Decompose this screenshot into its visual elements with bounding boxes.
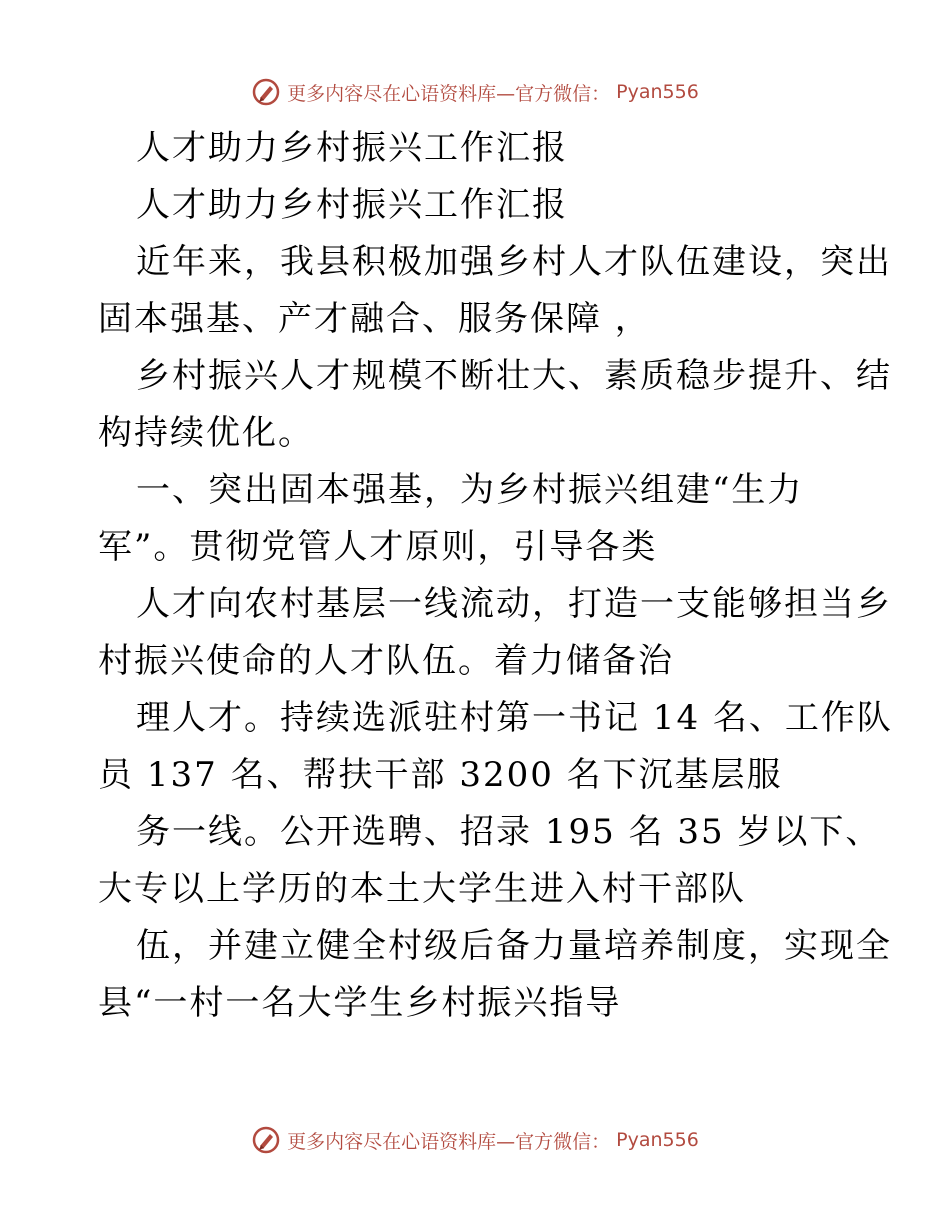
document-line: 近年来，我县积极加强乡村人才队伍建设，突出: [136, 242, 892, 282]
document-line: 大专以上学历的本土大学生进入村干部队: [98, 869, 746, 909]
document-line: 伍，并建立健全村级后备力量培养制度，实现全: [136, 926, 892, 966]
document-line: 理人才。持续选派驻村第一书记 14 名、工作队: [136, 698, 893, 738]
document-line: 务一线。公开选聘、招录 195 名 35 岁以下、: [136, 812, 882, 852]
document-line: 军”。贯彻党管人才原则，引导各类: [98, 527, 658, 567]
header-watermark: [0, 72, 950, 112]
document-line: 乡村振兴人才规模不断壮大、素质稳步提升、结: [136, 356, 892, 396]
document-line: 固本强基、产才融合、服务保障 ，: [98, 299, 651, 339]
watermark-text: 更多内容尽在心语资料库—官方微信：: [287, 1130, 611, 1153]
document-body: [98, 120, 893, 1032]
pen-seal-icon: [251, 77, 281, 107]
document-line: 人才向农村基层一线流动，打造一支能够担当乡: [136, 584, 892, 624]
document-line: 人才助力乡村振兴工作汇报: [136, 128, 568, 168]
document-line: 一、突出固本强基，为乡村振兴组建“生力: [136, 470, 804, 510]
watermark-contact: Pyan556: [616, 1129, 699, 1151]
document-line: 村振兴使命的人才队伍。着力储备治: [98, 641, 674, 681]
pen-seal-icon: [251, 1125, 281, 1155]
footer-watermark: [0, 1120, 950, 1160]
document-line: 构持续优化。: [98, 413, 314, 453]
document-line: 人才助力乡村振兴工作汇报: [136, 185, 568, 225]
document-line: 员 137 名、帮扶干部 3200 名下沉基层服: [98, 755, 783, 795]
watermark-text: 更多内容尽在心语资料库—官方微信：: [287, 82, 611, 105]
watermark-contact: Pyan556: [616, 81, 699, 103]
document-line: 县“一村一名大学生乡村振兴指导: [98, 983, 622, 1023]
